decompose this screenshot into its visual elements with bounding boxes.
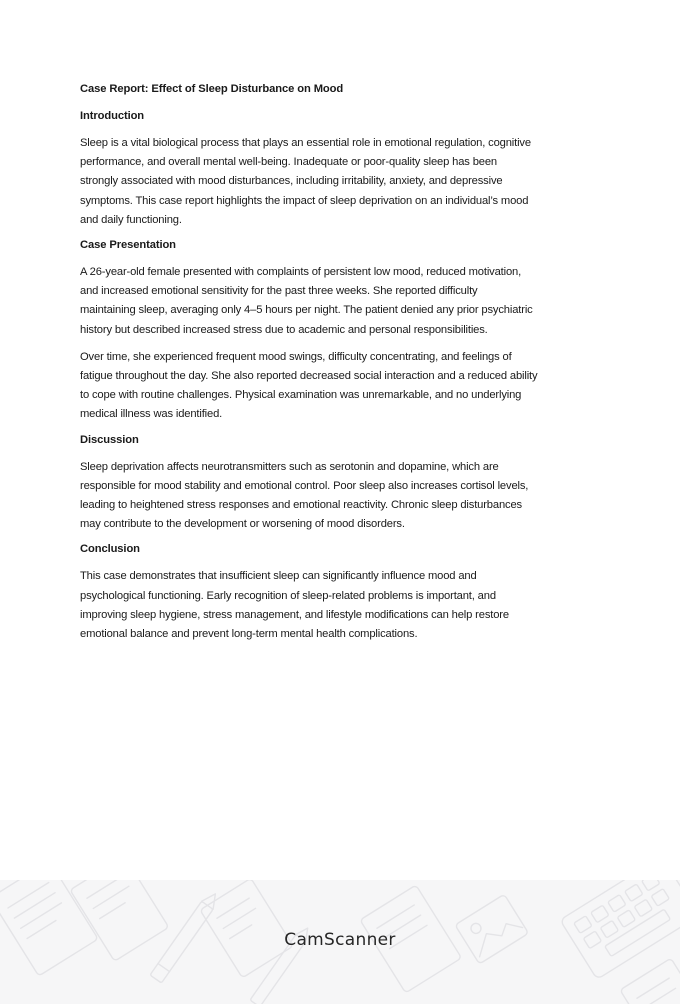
paragraph xyxy=(80,567,608,644)
paragraph-line: Sleep is a vital biological process that plays an essential role in emotional regulation, cognitive xyxy=(80,137,531,149)
paragraph-line: symptoms. This case report highlights the impact of sleep deprivation on an individual’s mood xyxy=(80,194,529,207)
paragraph-line: psychological functioning. Early recognition of sleep-related problems is important, and xyxy=(80,589,496,602)
paragraph-line: history but described increased stress due to academic and personal responsibilities. xyxy=(80,323,488,336)
section-heading-case-presentation: Case Presentation xyxy=(80,239,176,252)
document-outline-icon xyxy=(620,958,680,1004)
paragraph-line: Sleep deprivation affects neurotransmitters such as serotonin and dopamine, which are xyxy=(80,460,499,473)
paragraph-line: improving sleep hygiene, stress management, and lifestyle modifications can help restore xyxy=(80,608,509,621)
paragraph-line: strongly associated with mood disturbances, including irritability, anxiety, and depressive xyxy=(80,175,503,188)
paragraph-line: emotional balance and prevent long-term mental health complications. xyxy=(80,628,418,641)
camscanner-brand-label: CamScanner xyxy=(284,930,396,950)
paragraph-line: responsible for mood stability and emotional control. Poor sleep also increases cortisol levels, xyxy=(80,479,529,492)
paragraph xyxy=(80,134,608,230)
paragraph-line: and increased emotional sensitivity for the past three weeks. She reported difficulty xyxy=(80,285,478,298)
paragraph-line: maintaining sleep, averaging only 4–5 hours per night. The patient denied any prior psychiatric xyxy=(80,304,533,317)
paragraph-line: A 26-year-old female presented with complaints of persistent low mood, reduced motivation, xyxy=(80,266,522,279)
document-outline-icon xyxy=(0,880,98,976)
paragraph-line: and daily functioning. xyxy=(80,213,182,226)
document-body xyxy=(80,82,608,654)
section-heading-discussion: Discussion xyxy=(80,433,139,446)
paragraph xyxy=(80,263,608,340)
paragraph-line: medical illness was identified. xyxy=(80,408,223,421)
paragraph xyxy=(80,348,608,425)
paragraph-line: performance, and overall mental well-being. Inadequate or poor-quality sleep has been xyxy=(80,156,497,169)
section-heading-conclusion: Conclusion xyxy=(80,543,140,556)
paragraph-line: fatigue throughout the day. She also reported decreased social interaction and a reduced ability xyxy=(80,370,538,383)
paragraph-line: This case demonstrates that insufficient sleep can significantly influence mood and xyxy=(80,570,477,583)
section-heading-introduction: Introduction xyxy=(80,110,145,122)
paragraph-line: to cope with routine challenges. Physical examination was unremarkable, and no underlying xyxy=(80,389,522,402)
paragraph-line: leading to heightened stress responses and emotional reactivity. Chronic sleep disturbances xyxy=(80,499,522,512)
document-title: Case Report: Effect of Sleep Disturbance on Mood xyxy=(80,83,344,95)
paragraph-line: Over time, she experienced frequent mood swings, difficulty concentrating, and feelings of xyxy=(80,350,512,363)
paragraph-line: may contribute to the development or worsening of mood disorders. xyxy=(80,518,405,531)
paragraph xyxy=(80,458,608,535)
